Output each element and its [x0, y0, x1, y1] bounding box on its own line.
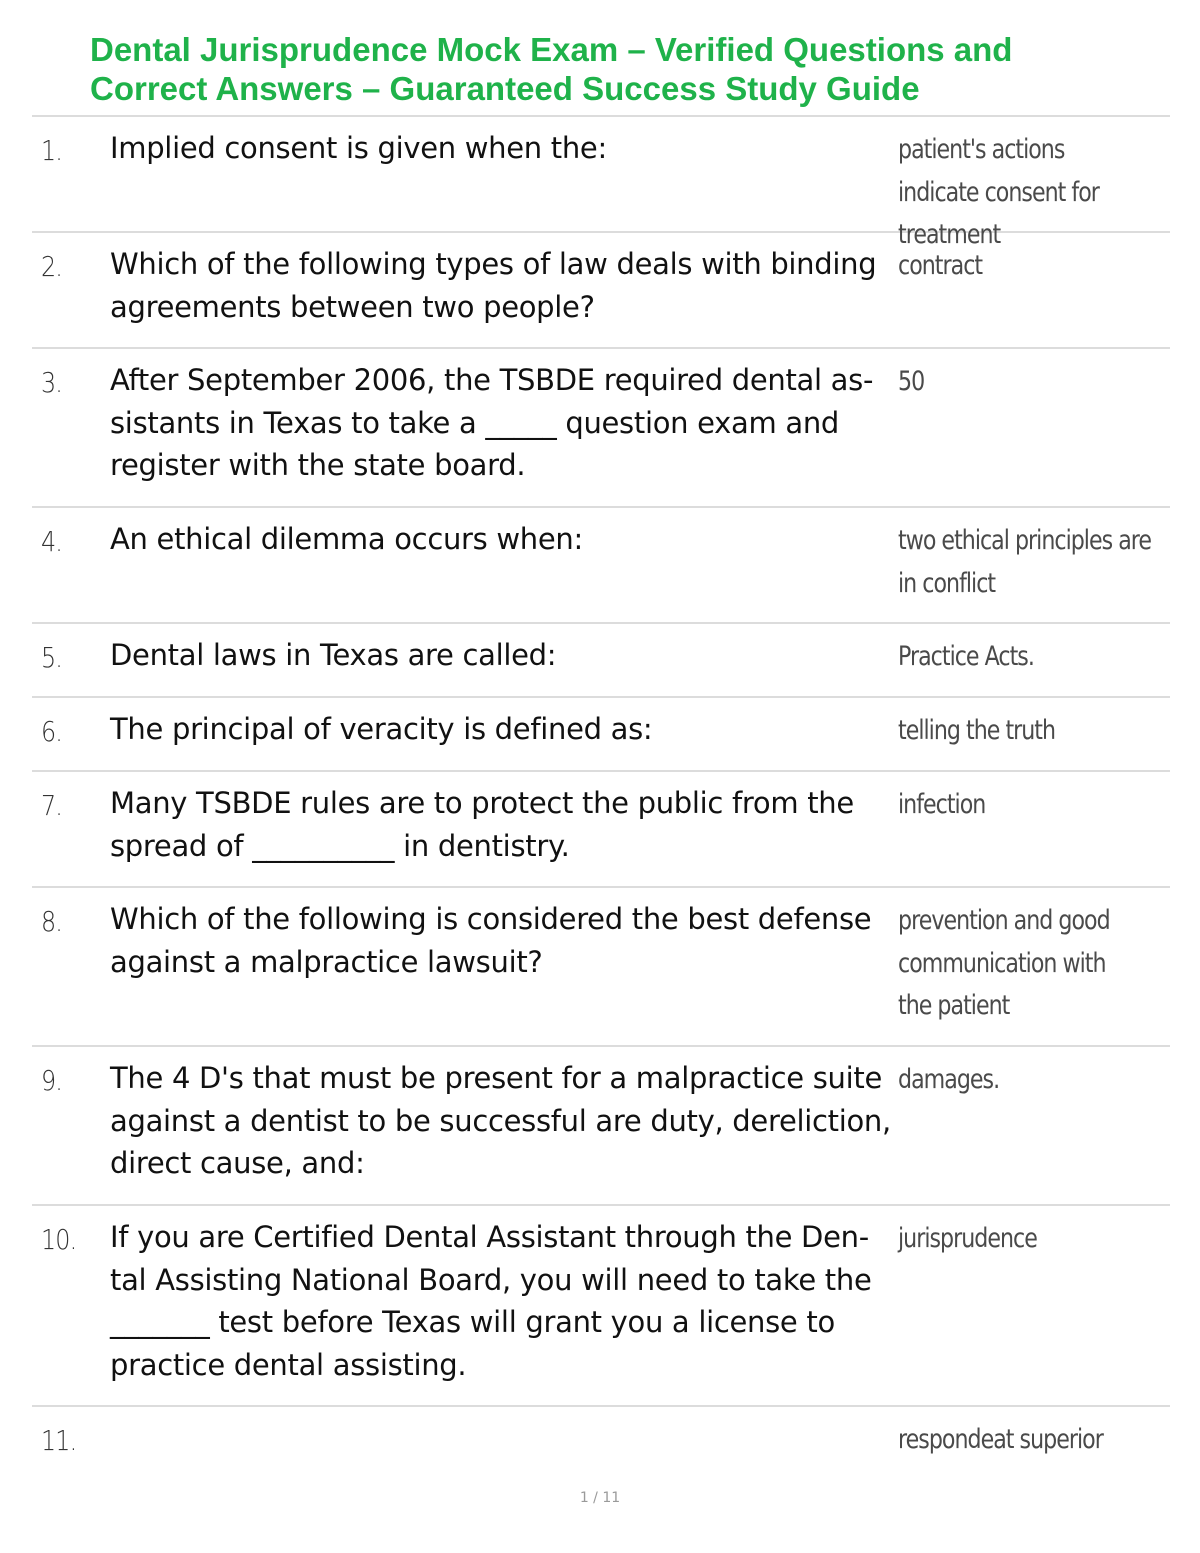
flashcard-item [32, 117, 1170, 250]
card-number: 6. [41, 715, 63, 748]
card-answer: jurisprudence [898, 1223, 1037, 1254]
flashcard-item [32, 1047, 1170, 1206]
flashcard-item [32, 508, 1170, 624]
card-number: 7. [41, 789, 63, 822]
card-question: The principal of veracity is defined as: [110, 712, 653, 746]
flashcard-item [32, 772, 1170, 888]
document-header [90, 30, 1150, 108]
title-line-1: Dental Jurisprudence Mock Exam – Verified Questions and [90, 31, 1013, 68]
card-question: Which of the following is considered the best defense against a malpractice lawsuit? [110, 902, 872, 979]
card-answer: patient's actions indicate consent for treatment [898, 134, 1099, 250]
flashcard-item [32, 233, 1170, 349]
card-number: 9. [41, 1064, 63, 1097]
document-title [90, 30, 1150, 108]
card-question: Many TSBDE rules are to protect the public from the spread of __________ in dentistry. [110, 786, 854, 863]
card-question: An ethical dilemma occurs when: [110, 522, 583, 556]
card-question: Dental laws in Texas are called: [110, 638, 557, 672]
card-answer: 50 [898, 366, 925, 397]
card-answer: prevention and good communication with the patient [898, 905, 1110, 1021]
flashcard-item [32, 1407, 1170, 1481]
card-number: 2. [41, 250, 63, 283]
card-question: Implied consent is given when the: [110, 131, 607, 165]
flashcard-item [32, 624, 1170, 698]
card-answer: Practice Acts. [898, 641, 1034, 672]
flashcard-item [32, 349, 1170, 508]
flashcard-item [32, 888, 1170, 1047]
card-question: Which of the following types of law deals with binding agreements between two people? [110, 247, 877, 324]
card-answer: contract [898, 250, 983, 281]
card-number: 10. [41, 1223, 77, 1256]
card-answer: respondeat superior [898, 1424, 1103, 1455]
flashcard-item [32, 698, 1170, 772]
page-indicator: 1 / 11 [579, 1490, 621, 1506]
card-answer: infection [898, 789, 986, 820]
card-question: If you are Certified Dental Assistant through the Den-tal Assisting National Board, you will need to take the _______ test before Texas will grant you a license to practice dental assisting. [110, 1220, 872, 1382]
card-answer: telling the truth [898, 715, 1056, 746]
card-number: 8. [41, 905, 63, 938]
card-answer: two ethical principles are in conflict [898, 525, 1152, 599]
card-number: 4. [41, 525, 63, 558]
flashcard-list [32, 117, 1170, 1481]
card-number: 3. [41, 366, 63, 399]
card-question: The 4 D's that must be present for a malpractice suite against a dentist to be successful are duty, dereliction, direct cause, and: [110, 1061, 891, 1180]
card-number: 11. [41, 1424, 77, 1457]
card-answer: damages. [898, 1064, 1000, 1095]
card-question: After September 2006, the TSBDE required dental as-sistants in Texas to take a _____ question exam and register with the state board. [110, 363, 874, 482]
flashcard-item [32, 1206, 1170, 1407]
card-number: 1. [41, 134, 63, 167]
card-number: 5. [41, 641, 63, 674]
title-line-2: Correct Answers – Guaranteed Success Study Guide [90, 70, 920, 107]
